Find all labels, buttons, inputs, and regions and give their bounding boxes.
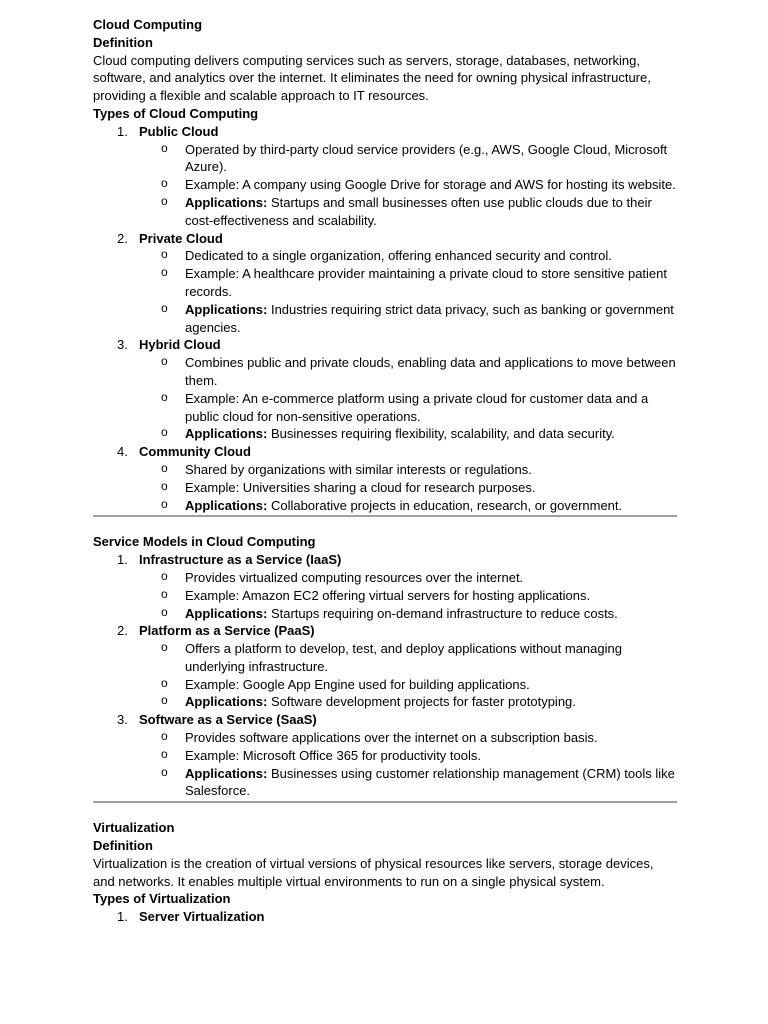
applications-label: Applications: xyxy=(185,497,268,513)
applications-label: Applications: xyxy=(185,194,268,210)
virtualization-types-list xyxy=(93,908,677,926)
list-number: 1. xyxy=(117,909,128,925)
horizontal-rule xyxy=(93,801,677,803)
sub-item xyxy=(139,194,677,230)
sub-list xyxy=(139,354,677,443)
sub-item-text: Example: A healthcare provider maintaining a private cloud to store sensitive patient records. xyxy=(185,266,667,299)
sub-item xyxy=(139,747,677,765)
list-item-title: Private Cloud xyxy=(139,230,223,246)
list-item-title: Platform as a Service (PaaS) xyxy=(139,623,315,639)
definition-heading: Definition xyxy=(93,34,153,50)
sub-item xyxy=(139,765,677,801)
applications-text: Startups requiring on-demand infrastructure to reduce costs. xyxy=(267,605,618,621)
sub-item-text: Example: An e-commerce platform using a private cloud for customer data and a public cloud for non-sensitive operations. xyxy=(185,390,649,424)
applications-label: Applications: xyxy=(185,765,268,781)
types-heading: Types of Cloud Computing xyxy=(93,105,259,121)
list-item-title: Infrastructure as a Service (IaaS) xyxy=(139,552,342,568)
applications-text: Businesses requiring flexibility, scalability, and data security. xyxy=(267,426,615,442)
list-item-iaas xyxy=(93,551,677,622)
sub-item xyxy=(139,425,677,443)
applications-text: Startups and small businesses often use public clouds due to their cost-effectiveness and scalability. xyxy=(185,194,652,228)
sub-item xyxy=(139,587,677,605)
sub-item xyxy=(139,729,677,747)
types-heading: Types of Virtualization xyxy=(93,891,231,907)
definition-text: Cloud computing delivers computing services such as servers, storage, databases, networking, software, and analytics over the internet. It eliminates the need for owning physical infrastructure, providing a flexible and scalable approach to IT resources. xyxy=(93,52,651,104)
applications-label: Applications: xyxy=(185,694,268,710)
sub-item-text: Provides software applications over the internet on a subscription basis. xyxy=(185,730,598,746)
sub-item xyxy=(139,461,677,479)
sub-list xyxy=(139,640,677,711)
sub-item xyxy=(139,390,677,426)
list-number: 3. xyxy=(117,712,128,728)
list-number: 2. xyxy=(117,623,128,639)
sub-item xyxy=(139,479,677,497)
definition-text: Virtualization is the creation of virtual versions of physical resources like servers, storage devices, and networks. It enables multiple virtual environments to run on a single physical system. xyxy=(93,855,654,889)
document-page xyxy=(93,16,677,926)
list-item-title: Community Cloud xyxy=(139,444,251,460)
sub-item xyxy=(139,676,677,694)
sub-item xyxy=(139,265,677,301)
sub-item xyxy=(139,301,677,337)
service-models-list xyxy=(93,551,677,800)
list-number: 1. xyxy=(117,123,128,139)
sub-item xyxy=(139,141,677,177)
sub-item xyxy=(139,569,677,587)
sub-item xyxy=(139,176,677,194)
sub-item-text: Provides virtualized computing resources over the internet. xyxy=(185,569,524,585)
sub-list xyxy=(139,729,677,800)
list-item-title: Hybrid Cloud xyxy=(139,337,221,353)
list-item-title: Software as a Service (SaaS) xyxy=(139,712,317,728)
list-item-paas xyxy=(93,622,677,711)
applications-text: Businesses using customer relationship management (CRM) tools like Salesforce. xyxy=(185,765,675,799)
section-title: Service Models in Cloud Computing xyxy=(93,534,316,550)
applications-label: Applications: xyxy=(185,301,268,317)
sub-list xyxy=(139,247,677,336)
sub-list xyxy=(139,461,677,514)
horizontal-rule xyxy=(93,515,677,517)
sub-item-text: Example: A company using Google Drive for storage and AWS for hosting its website. xyxy=(185,177,676,193)
list-item-title: Server Virtualization xyxy=(139,909,265,925)
list-item-public-cloud xyxy=(93,123,677,230)
sub-item-text: Operated by third-party cloud service providers (e.g., AWS, Google Cloud, Microsoft Azure). xyxy=(185,141,668,175)
sub-item-text: Shared by organizations with similar interests or regulations. xyxy=(185,461,532,477)
sub-item xyxy=(139,354,677,390)
list-number: 3. xyxy=(117,337,128,353)
section-title: Virtualization xyxy=(93,820,175,836)
sub-item xyxy=(139,640,677,676)
sub-item xyxy=(139,497,677,515)
applications-text: Collaborative projects in education, research, or government. xyxy=(267,497,623,513)
list-item-title: Public Cloud xyxy=(139,123,219,139)
list-number: 2. xyxy=(117,230,128,246)
sub-item-text: Example: Amazon EC2 offering virtual servers for hosting applications. xyxy=(185,587,591,603)
sub-item xyxy=(139,693,677,711)
list-item-hybrid-cloud xyxy=(93,336,677,443)
section-title: Cloud Computing xyxy=(93,17,203,32)
applications-text: Industries requiring strict data privacy, such as banking or government agencies. xyxy=(185,301,674,335)
sub-item-text: Combines public and private clouds, enabling data and applications to move between them. xyxy=(185,355,676,388)
list-item-private-cloud xyxy=(93,230,677,337)
applications-text: Software development projects for faster prototyping. xyxy=(267,694,576,710)
sub-item xyxy=(139,605,677,623)
sub-item-text: Offers a platform to develop, test, and deploy applications without managing underlying infrastructure. xyxy=(185,641,622,674)
list-number: 1. xyxy=(117,552,128,568)
list-item-saas xyxy=(93,711,677,800)
sub-item xyxy=(139,247,677,265)
list-item-server-virtualization xyxy=(93,908,677,926)
sub-item-text: Example: Universities sharing a cloud for research purposes. xyxy=(185,479,536,495)
definition-heading: Definition xyxy=(93,838,153,854)
sub-item-text: Example: Google App Engine used for building applications. xyxy=(185,676,530,692)
cloud-types-list xyxy=(93,123,677,515)
sub-item-text: Dedicated to a single organization, offering enhanced security and control. xyxy=(185,248,612,264)
sub-list xyxy=(139,569,677,622)
sub-list xyxy=(139,141,677,230)
list-number: 4. xyxy=(117,444,128,460)
list-item-community-cloud xyxy=(93,443,677,514)
applications-label: Applications: xyxy=(185,605,268,621)
sub-item-text: Example: Microsoft Office 365 for productivity tools. xyxy=(185,747,481,763)
applications-label: Applications: xyxy=(185,426,268,442)
